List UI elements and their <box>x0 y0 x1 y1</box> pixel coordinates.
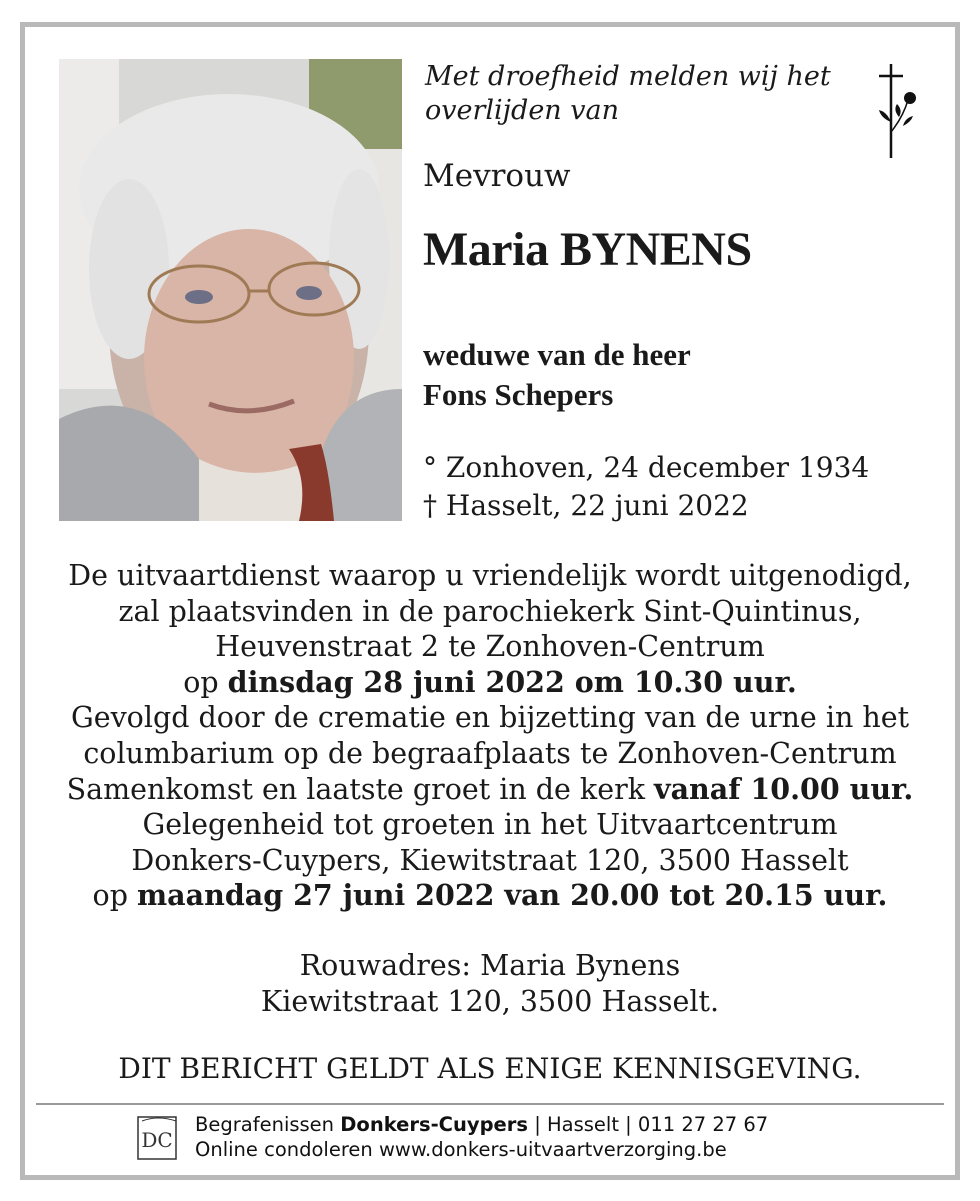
portrait-image <box>59 59 402 521</box>
company-name: Donkers-Cuypers <box>340 1113 528 1136</box>
mourning-address <box>40 948 940 1019</box>
service-line-6: columbarium op de begraafplaats te Zonhoven-Centrum <box>83 736 897 770</box>
footer-condolence-link[interactable]: Online condoleren www.donkers-uitvaartverzorging.be <box>195 1138 727 1161</box>
service-line-4: op dinsdag 28 juni 2022 om 10.30 uur. <box>183 664 797 699</box>
service-line-2: zal plaatsvinden in de parochiekerk Sint-Quintinus, <box>118 594 862 628</box>
footer <box>195 1112 768 1162</box>
life-dates <box>423 449 869 525</box>
death-date: † Hasselt, 22 juni 2022 <box>423 489 749 522</box>
spouse-info <box>423 335 691 415</box>
footer-divider <box>36 1103 944 1105</box>
cross-rose-icon <box>873 62 923 162</box>
address-line-1: Rouwadres: Maria Bynens <box>299 949 681 982</box>
logo-text: DC <box>141 1128 173 1152</box>
address-line-2: Kiewitstraat 120, 3500 Hasselt. <box>260 984 720 1018</box>
portrait-photo <box>59 59 402 521</box>
service-line-1: De uitvaartdienst waarop u vriendelijk wordt uitgenodigd, <box>68 559 912 592</box>
sole-notice: DIT BERICHT GELDT ALS ENIGE KENNISGEVING. <box>118 1052 862 1085</box>
service-line-3: Heuvenstraat 2 te Zonhoven-Centrum <box>215 630 765 664</box>
service-line-8: Gelegenheid tot groeten in het Uitvaartcentrum <box>142 808 838 842</box>
spouse-line-2: Fons Schepers <box>423 377 614 412</box>
birth-date: ° Zonhoven, 24 december 1934 <box>423 451 870 484</box>
footer-line-1: Begrafenissen Donkers-Cuypers | Hasselt | 011 27 27 67 <box>195 1113 769 1136</box>
intro-text: Met droefheid melden wij het overlijden van <box>425 61 831 126</box>
service-details <box>40 558 940 914</box>
deceased-name: Maria BYNENS <box>423 223 752 276</box>
honorific: Mevrouw <box>423 158 571 194</box>
funeral-home-logo <box>136 1111 180 1163</box>
service-line-5: Gevolgd door de crematie en bijzetting van de urne in het <box>70 701 910 735</box>
spouse-line-1: weduwe van de heer <box>423 337 691 372</box>
service-line-10: op maandag 27 juni 2022 van 20.00 tot 20.15 uur. <box>92 878 888 913</box>
service-line-9: Donkers-Cuypers, Kiewitstraat 120, 3500 Hasselt <box>131 843 849 877</box>
service-line-7: Samenkomst en laatste groet in de kerk vanaf 10.00 uur. <box>66 771 914 806</box>
